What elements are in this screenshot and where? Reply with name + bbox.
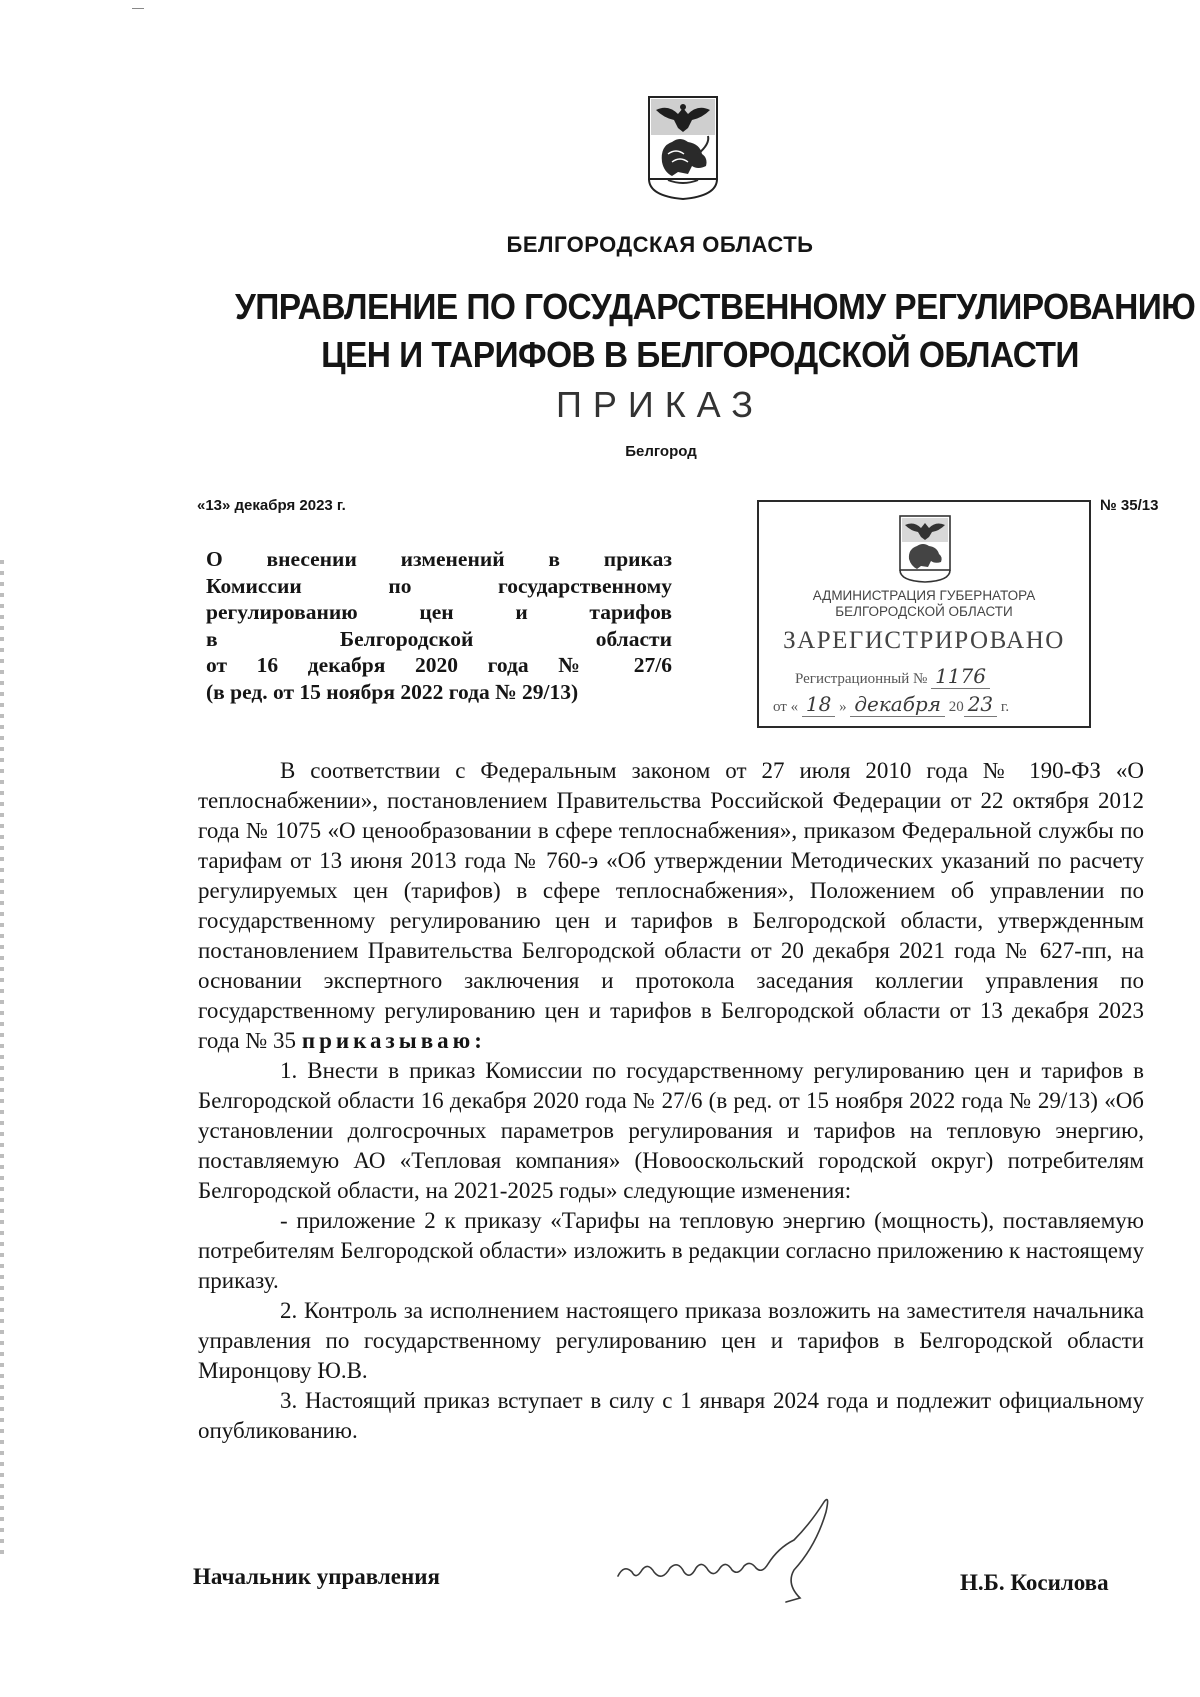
stamp-year-prefix: 20: [948, 699, 964, 715]
subject-line: регулированию цен и тарифов: [206, 600, 672, 624]
item-3: 3. Настоящий приказ вступает в силу с 1 января 2024 года и подлежит официальному опубликованию.: [198, 1388, 1144, 1443]
stamp-issuer-line-1: АДМИНИСТРАЦИЯ ГУБЕРНАТОРА: [812, 588, 1036, 603]
subject-line: (в ред. от 15 ноября 2022 года № 29/13): [206, 679, 579, 704]
scan-edge-artifact: [0, 560, 4, 1560]
subject-line: от 16 декабря 2020 года № 27/6: [206, 653, 672, 677]
document-date: «13» декабря 2023 г.: [197, 497, 346, 514]
registration-stamp: [757, 500, 1091, 728]
document-type: ПРИКАЗ: [555, 384, 765, 425]
stamp-reg-label: Регистрационный №: [795, 671, 928, 687]
stamp-year-suffix: г.: [1000, 699, 1010, 715]
stamp-date-row: [773, 692, 1009, 716]
preamble-paragraph: [198, 756, 1144, 1056]
stamp-date-prefix: от «: [773, 699, 799, 715]
scan-mark: [132, 8, 144, 9]
belgorod-coat-of-arms-icon: [648, 96, 718, 200]
stamp-registration-number-row: [795, 664, 990, 688]
city: Белгород: [625, 443, 697, 460]
region-name: БЕЛГОРОДСКАЯ ОБЛАСТЬ: [506, 232, 814, 257]
stamp-issuer-line-2: БЕЛГОРОДСКОЙ ОБЛАСТИ: [835, 604, 1013, 619]
document-subject: [206, 546, 672, 705]
stamp-issuer: [759, 588, 1089, 620]
subject-line: в Белгородской области: [206, 626, 672, 651]
stamp-year: 23: [964, 692, 997, 717]
subject-line: Комиссии по государственному: [206, 573, 672, 598]
handwritten-signature-icon: [610, 1490, 890, 1610]
preamble-text: В соответствии с Федеральным законом от 27 июля 2010 года № 190-ФЗ «О теплоснабжении», постановлением Правительства Российской Федерации от 22 октября 2012 года № 1075 «О ценообразовании в сфере теплоснабжения», приказом Федеральной службы по тарифам от 13 июня 2013 года № 760-э «Об утверждении Методических указаний по расчету регулируемых цен (тарифов) в сфере теплоснабжения», Положением об управлении по государственному регулированию цен и тарифов в Белгородской области, утвержденным постановлением Правительства Белгородской области от 20 декабря 2021 года № 627-пп, на основании экспертного заключения и протокола заседания коллегии управления по государственному регулированию цен и тарифов в Белгородской области от 13 декабря 2023 года № 35: [198, 758, 1144, 1053]
stamp-coat-of-arms-icon: [899, 515, 951, 583]
document-body: [198, 756, 1144, 1446]
stamp-day: 18: [802, 692, 835, 717]
stamp-month: декабря: [850, 692, 945, 717]
agency-name: [235, 283, 1196, 379]
signatory-title: Начальник управления: [193, 1564, 440, 1589]
signatory-name: Н.Б. Косилова: [960, 1570, 1109, 1595]
order-word: приказываю:: [301, 1028, 486, 1053]
document-number: № 35/13: [1100, 497, 1159, 514]
item-2: 2. Контроль за исполнением настоящего приказа возложить на заместителя начальника управления по государственному регулированию цен и тарифов в Белгородской области Миронцову Ю.В.: [198, 1298, 1144, 1383]
item-1-subitem: - приложение 2 к приказу «Тарифы на тепловую энергию (мощность), поставляемую потребителям Белгородской области» изложить в редакции согласно приложению к настоящему приказу.: [198, 1208, 1144, 1293]
item-1: 1. Внести в приказ Комиссии по государственному регулированию цен и тарифов в Белгородской области 16 декабря 2020 года № 27/6 (в ред. от 15 ноября 2022 года № 29/13) «Об установлении долгосрочных параметров регулирования и тарифов на тепловую энергию, поставляемую АО «Тепловая компания» (Новооскольский городской округ) потребителям Белгородской области, на 2021-2025 годы» следующие изменения:: [198, 1058, 1144, 1203]
subject-line: О внесении изменений в приказ: [206, 547, 672, 571]
stamp-registered-label: ЗАРЕГИСТРИРОВАНО: [783, 627, 1065, 654]
agency-name-line-1: УПРАВЛЕНИЕ ПО ГОСУДАРСТВЕННОМУ РЕГУЛИРОВАНИЮ: [235, 286, 1196, 327]
agency-name-line-2: ЦЕН И ТАРИФОВ В БЕЛГОРОДСКОЙ ОБЛАСТИ: [321, 334, 1079, 375]
stamp-reg-number: 1176: [931, 664, 990, 689]
stamp-date-mid: »: [839, 699, 847, 715]
